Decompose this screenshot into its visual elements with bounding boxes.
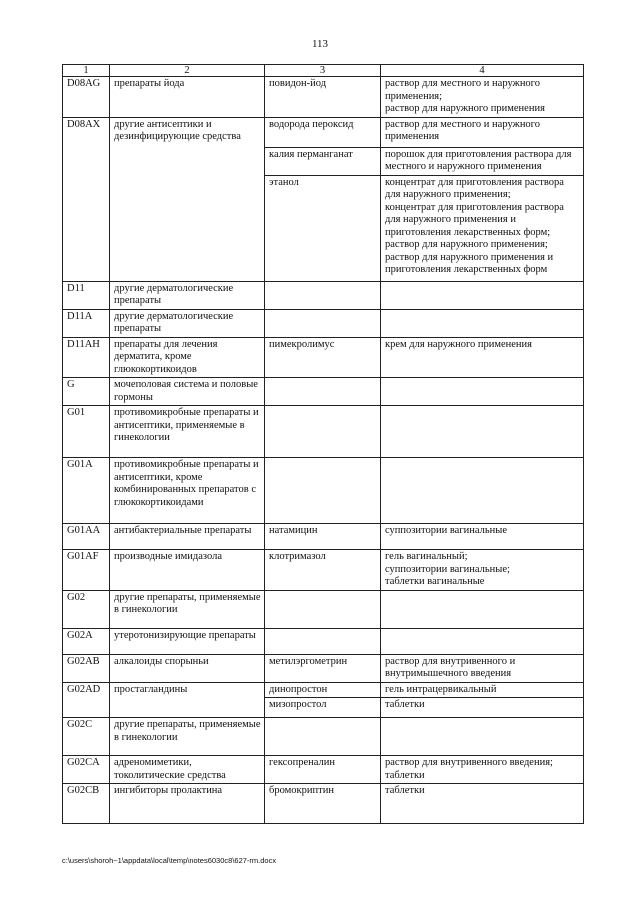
group-name-cell: другие дерматологические препараты — [110, 309, 265, 337]
dosage-form-cell: раствор для местного и наружного применения; раствор для наружного применения — [381, 77, 584, 118]
footer-file-path: c:\users\shoroh~1\appdata\local\temp\notes6030c8\627-rm.docx — [62, 856, 277, 865]
dosage-form-cell — [381, 406, 584, 458]
drug-name-cell: метилэргометрин — [265, 654, 381, 682]
column-header: 4 — [381, 65, 584, 77]
group-name-cell: антибактериальные препараты — [110, 524, 265, 550]
dosage-form-cell — [381, 718, 584, 756]
table-row — [63, 309, 584, 337]
group-name-cell: утеротонизирующие препараты — [110, 628, 265, 654]
dosage-form-cell — [381, 590, 584, 628]
table-row — [63, 756, 584, 784]
atc-code-cell: G02CA — [63, 756, 110, 784]
group-name-cell: производные имидазола — [110, 550, 265, 591]
group-name-cell: другие препараты, применяемые в гинекологии — [110, 590, 265, 628]
atc-code-cell: G02C — [63, 718, 110, 756]
table-row — [63, 77, 584, 118]
table-row — [63, 590, 584, 628]
atc-code-cell: D11A — [63, 309, 110, 337]
group-name-cell: препараты йода — [110, 77, 265, 118]
atc-code-cell: G — [63, 378, 110, 406]
drug-name-cell: повидон-йод — [265, 77, 381, 118]
group-name-cell: другие антисептики и дезинфицирующие средства — [110, 117, 265, 281]
drug-table — [62, 64, 584, 824]
group-name-cell: противомикробные препараты и антисептики, применяемые в гинекологии — [110, 406, 265, 458]
dosage-form-cell — [381, 458, 584, 524]
dosage-form-cell: гель интрацервикальный — [381, 682, 584, 698]
table-row — [63, 458, 584, 524]
group-name-cell: другие препараты, применяемые в гинекологии — [110, 718, 265, 756]
atc-code-cell: G02A — [63, 628, 110, 654]
dosage-form-cell: раствор для внутривенного и внутримышечного введения — [381, 654, 584, 682]
table-row — [63, 281, 584, 309]
dosage-form-cell: порошок для приготовления раствора для местного и наружного применения — [381, 147, 584, 175]
atc-code-cell: D11 — [63, 281, 110, 309]
drug-name-cell — [265, 281, 381, 309]
atc-code-cell: G02AD — [63, 682, 110, 718]
column-header: 2 — [110, 65, 265, 77]
table-row — [63, 524, 584, 550]
column-header: 1 — [63, 65, 110, 77]
dosage-form-cell: суппозитории вагинальные — [381, 524, 584, 550]
header-row — [63, 65, 584, 77]
drug-name-cell: натамицин — [265, 524, 381, 550]
atc-code-cell: G01A — [63, 458, 110, 524]
group-name-cell: адреномиметики, токолитические средства — [110, 756, 265, 784]
group-name-cell: алкалоиды спорыньи — [110, 654, 265, 682]
drug-name-cell — [265, 628, 381, 654]
drug-name-cell: пимекролимус — [265, 337, 381, 378]
atc-code-cell: D08AG — [63, 77, 110, 118]
dosage-form-cell: раствор для местного и наружного применения — [381, 117, 584, 147]
drug-name-cell — [265, 590, 381, 628]
atc-code-cell: G02CB — [63, 784, 110, 824]
column-header: 3 — [265, 65, 381, 77]
table-row — [63, 117, 584, 147]
dosage-form-cell — [381, 281, 584, 309]
drug-name-cell: этанол — [265, 175, 381, 281]
dosage-form-cell: крем для наружного применения — [381, 337, 584, 378]
table-row — [63, 550, 584, 591]
drug-name-cell: бромокриптин — [265, 784, 381, 824]
page-number: 113 — [311, 38, 329, 50]
drug-name-cell: мизопростол — [265, 698, 381, 718]
drug-name-cell — [265, 458, 381, 524]
table-row — [63, 784, 584, 824]
drug-name-cell — [265, 309, 381, 337]
group-name-cell: мочеполовая система и половые гормоны — [110, 378, 265, 406]
table-row — [63, 682, 584, 698]
table-row — [63, 654, 584, 682]
drug-name-cell: водорода пероксид — [265, 117, 381, 147]
table-row — [63, 378, 584, 406]
drug-name-cell: гексопреналин — [265, 756, 381, 784]
atc-code-cell: G02 — [63, 590, 110, 628]
drug-name-cell — [265, 378, 381, 406]
dosage-form-cell — [381, 378, 584, 406]
group-name-cell: препараты для лечения дерматита, кроме глюкокортикоидов — [110, 337, 265, 378]
atc-code-cell: D11AH — [63, 337, 110, 378]
drug-name-cell: калия перманганат — [265, 147, 381, 175]
dosage-form-cell: таблетки — [381, 784, 584, 824]
group-name-cell: другие дерматологические препараты — [110, 281, 265, 309]
drug-name-cell: клотримазол — [265, 550, 381, 591]
dosage-form-cell — [381, 309, 584, 337]
atc-code-cell: D08AX — [63, 117, 110, 281]
dosage-form-cell: концентрат для приготовления раствора для наружного применения; концентрат для приготовления раствора для наружного применения и приготовления лекарственных форм; раствор для наружного применения; раствор для наружного применения и приготовления лекарственных форм — [381, 175, 584, 281]
atc-code-cell: G01 — [63, 406, 110, 458]
dosage-form-cell — [381, 628, 584, 654]
group-name-cell: ингибиторы пролактина — [110, 784, 265, 824]
atc-code-cell: G01AF — [63, 550, 110, 591]
group-name-cell: противомикробные препараты и антисептики, кроме комбинированных препаратов с глюкокортикоидами — [110, 458, 265, 524]
table-body — [63, 77, 584, 824]
atc-code-cell: G01AA — [63, 524, 110, 550]
drug-name-cell: динопростон — [265, 682, 381, 698]
table-row — [63, 406, 584, 458]
drug-name-cell — [265, 406, 381, 458]
drug-name-cell — [265, 718, 381, 756]
dosage-form-cell: гель вагинальный; суппозитории вагинальные; таблетки вагинальные — [381, 550, 584, 591]
dosage-form-cell: раствор для внутривенного введения; таблетки — [381, 756, 584, 784]
group-name-cell: простагландины — [110, 682, 265, 718]
dosage-form-cell: таблетки — [381, 698, 584, 718]
atc-code-cell: G02AB — [63, 654, 110, 682]
table-row — [63, 718, 584, 756]
table-row — [63, 337, 584, 378]
table-header — [63, 65, 584, 77]
table-row — [63, 628, 584, 654]
